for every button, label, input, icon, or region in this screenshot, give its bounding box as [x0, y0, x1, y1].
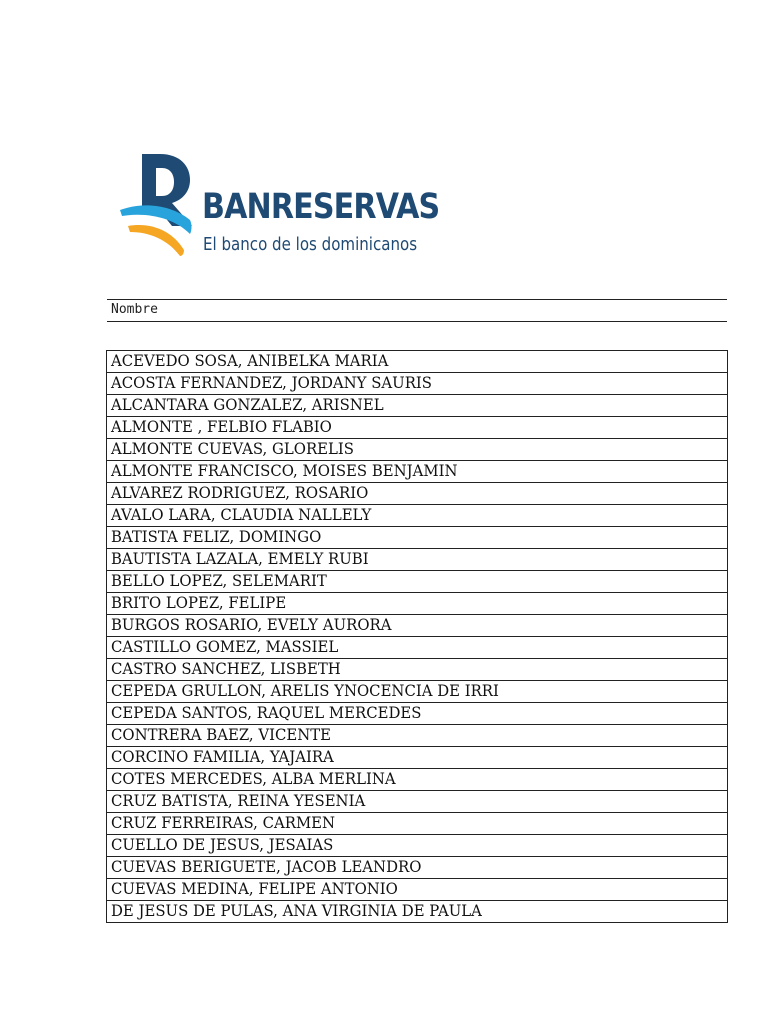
table-row	[107, 791, 728, 813]
name-cell	[107, 725, 728, 747]
table-row	[107, 505, 728, 527]
name-text: COTES MERCEDES, ALBA MERLINA	[111, 770, 396, 788]
name-text: CEPEDA SANTOS, RAQUEL MERCEDES	[111, 704, 422, 722]
name-cell	[107, 857, 728, 879]
name-text: BATISTA FELIZ, DOMINGO	[111, 528, 322, 546]
banreservas-logo-icon	[118, 150, 198, 262]
name-cell	[107, 659, 728, 681]
name-text: BRITO LOPEZ, FELIPE	[111, 594, 287, 612]
name-text: CUEVAS BERIGUETE, JACOB LEANDRO	[111, 858, 422, 876]
table-row	[107, 835, 728, 857]
table-row	[107, 461, 728, 483]
column-header-label: Nombre	[111, 302, 158, 317]
table-row	[107, 681, 728, 703]
name-text: BELLO LOPEZ, SELEMARIT	[111, 572, 327, 590]
name-text: BAUTISTA LAZALA, EMELY RUBI	[111, 550, 369, 568]
name-text: CORCINO FAMILIA, YAJAIRA	[111, 748, 334, 766]
table-row	[107, 857, 728, 879]
name-cell	[107, 747, 728, 769]
name-cell	[107, 791, 728, 813]
table-row	[107, 483, 728, 505]
table-row	[107, 351, 728, 373]
name-cell	[107, 461, 728, 483]
table-row	[107, 439, 728, 461]
name-text: BURGOS ROSARIO, EVELY AURORA	[111, 616, 392, 634]
table-row	[107, 571, 728, 593]
name-text: AVALO LARA, CLAUDIA NALLELY	[111, 506, 372, 524]
banreservas-logo	[118, 150, 438, 262]
table-row	[107, 725, 728, 747]
logo-tagline: El banco de los dominicanos	[203, 235, 418, 255]
column-header	[107, 299, 727, 322]
name-text: ALMONTE , FELBIO FLABIO	[111, 418, 332, 436]
name-cell	[107, 637, 728, 659]
names-table	[106, 350, 728, 923]
names-table-body	[107, 351, 728, 923]
name-text: ACOSTA FERNANDEZ, JORDANY SAURIS	[111, 374, 432, 392]
table-row	[107, 901, 728, 923]
name-text: CASTRO SANCHEZ, LISBETH	[111, 660, 341, 678]
table-row	[107, 659, 728, 681]
name-cell	[107, 571, 728, 593]
table-row	[107, 747, 728, 769]
logo-name: BANRESERVAS	[202, 187, 440, 227]
name-cell	[107, 527, 728, 549]
name-cell	[107, 615, 728, 637]
name-cell	[107, 769, 728, 791]
table-row	[107, 637, 728, 659]
table-row	[107, 769, 728, 791]
name-text: DE JESUS DE PULAS, ANA VIRGINIA DE PAULA	[111, 902, 482, 920]
table-row	[107, 527, 728, 549]
table-row	[107, 615, 728, 637]
table-row	[107, 549, 728, 571]
table-row	[107, 395, 728, 417]
name-cell	[107, 417, 728, 439]
name-text: ACEVEDO SOSA, ANIBELKA MARIA	[111, 352, 389, 370]
name-text: ALMONTE FRANCISCO, MOISES BENJAMIN	[111, 462, 458, 480]
table-row	[107, 813, 728, 835]
name-text: CUELLO DE JESUS, JESAIAS	[111, 836, 334, 854]
name-text: CRUZ FERREIRAS, CARMEN	[111, 814, 336, 832]
table-row	[107, 373, 728, 395]
table-row	[107, 703, 728, 725]
table-row	[107, 593, 728, 615]
name-text: ALVAREZ RODRIGUEZ, ROSARIO	[111, 484, 369, 502]
table-row	[107, 417, 728, 439]
name-cell	[107, 351, 728, 373]
name-cell	[107, 901, 728, 923]
name-cell	[107, 703, 728, 725]
name-text: ALMONTE CUEVAS, GLORELIS	[111, 440, 354, 458]
name-cell	[107, 681, 728, 703]
name-cell	[107, 395, 728, 417]
name-cell	[107, 593, 728, 615]
name-text: CEPEDA GRULLON, ARELIS YNOCENCIA DE IRRI	[111, 682, 499, 700]
name-text: CRUZ BATISTA, REINA YESENIA	[111, 792, 366, 810]
name-cell	[107, 439, 728, 461]
name-cell	[107, 879, 728, 901]
name-cell	[107, 549, 728, 571]
name-text: CUEVAS MEDINA, FELIPE ANTONIO	[111, 880, 398, 898]
name-cell	[107, 505, 728, 527]
name-cell	[107, 483, 728, 505]
name-cell	[107, 373, 728, 395]
name-text: CONTRERA BAEZ, VICENTE	[111, 726, 332, 744]
name-cell	[107, 835, 728, 857]
name-cell	[107, 813, 728, 835]
name-text: CASTILLO GOMEZ, MASSIEL	[111, 638, 339, 656]
table-row	[107, 879, 728, 901]
name-text: ALCANTARA GONZALEZ, ARISNEL	[111, 396, 384, 414]
